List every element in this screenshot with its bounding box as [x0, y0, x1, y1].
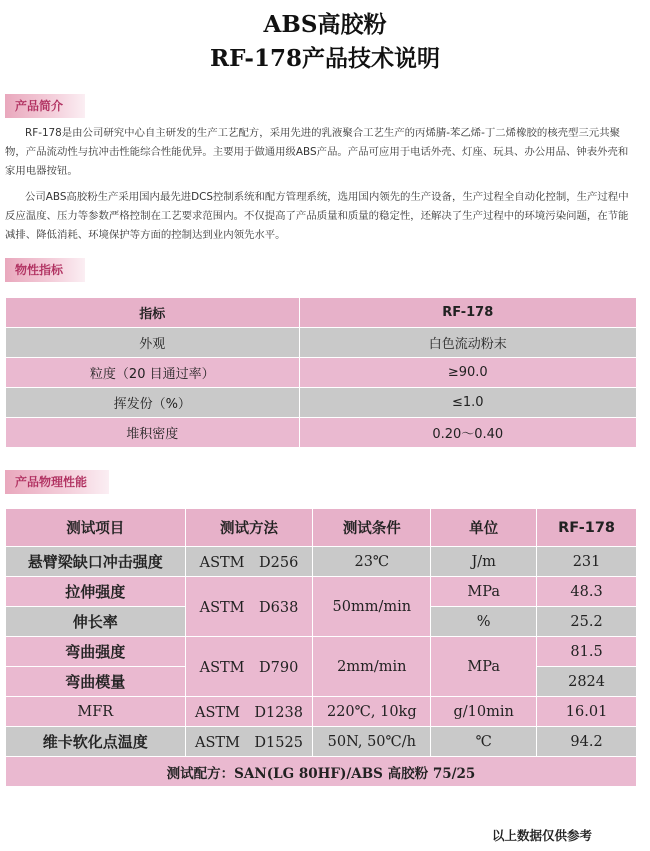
props-row-label: 外观: [6, 328, 300, 358]
perf-condition: 220℃, 10kg: [313, 697, 431, 727]
perf-condition: 2mm/min: [313, 637, 431, 697]
doc-title-line2: RF-178产品技术说明: [210, 45, 440, 72]
performance-table: [5, 508, 637, 787]
props-row-value: ≤1.0: [299, 388, 636, 418]
props-row-label: 挥发份（%）: [6, 388, 300, 418]
perf-method: ASTM D256: [185, 547, 313, 577]
doc-title-line1: ABS高胶粉: [263, 11, 387, 38]
perf-item: 弯曲强度: [6, 637, 186, 667]
perf-value: 231: [537, 547, 637, 577]
perf-unit: g/10min: [431, 697, 537, 727]
perf-header-grade: RF-178: [537, 509, 637, 547]
perf-value: 48.3: [537, 577, 637, 607]
props-row-label: 粒度（20 目通过率）: [6, 358, 300, 388]
props-row-value: 0.20～0.40: [299, 418, 636, 448]
perf-value: 16.01: [537, 697, 637, 727]
perf-item: 悬臂梁缺口冲击强度: [6, 547, 186, 577]
perf-test-formula: 测试配方：SAN(LG 80HF)/ABS 高胶粉 75/25: [6, 757, 637, 787]
perf-method: ASTM D1238: [185, 697, 313, 727]
perf-method: ASTM D638: [185, 577, 313, 637]
props-row-label: 堆积密度: [6, 418, 300, 448]
perf-item: 维卡软化点温度: [6, 727, 186, 757]
perf-unit: MPa: [431, 637, 537, 697]
perf-item: 伸长率: [6, 607, 186, 637]
perf-unit: J/m: [431, 547, 537, 577]
perf-unit: ℃: [431, 727, 537, 757]
perf-condition: 50N, 50℃/h: [313, 727, 431, 757]
properties-table: [5, 297, 637, 448]
props-row-value: ≥90.0: [299, 358, 636, 388]
perf-unit: MPa: [431, 577, 537, 607]
intro-paragraph-1: RF-178是由公司研究中心自主研发的生产工艺配方，采用先进的乳液聚合工艺生产的丙烯腈-苯乙烯-丁二烯橡胶的核壳型三元共聚物，产品流动性与抗冲击性能综合性能优异。主要用于做通用级ABS产品。产品可应用于电话外壳、灯座、玩具、办公用品、钟表外壳和家用电器按钮。: [5, 127, 629, 177]
perf-item: 拉伸强度: [6, 577, 186, 607]
props-header-grade: RF-178: [299, 298, 636, 328]
perf-header-method: 测试方法: [185, 509, 313, 547]
props-row-value: 白色流动粉末: [299, 328, 636, 358]
perf-value: 2824: [537, 667, 637, 697]
section-performance-tag: 产品物理性能: [5, 470, 109, 494]
perf-value: 94.2: [537, 727, 637, 757]
perf-method: ASTM D790: [185, 637, 313, 697]
perf-value: 25.2: [537, 607, 637, 637]
perf-condition: 23℃: [313, 547, 431, 577]
perf-header-unit: 单位: [431, 509, 537, 547]
perf-value: 81.5: [537, 637, 637, 667]
props-header-indicator: 指标: [6, 298, 300, 328]
section-intro-tag: 产品简介: [5, 94, 85, 118]
perf-item: 弯曲模量: [6, 667, 186, 697]
intro-paragraph-2: 公司ABS高胶粉生产采用国内最先进DCS控制系统和配方管理系统，选用国内领先的生产设备，生产过程全自动化控制，生产过程中反应温度、压力等参数严格控制在工艺要求范围内。不仅提高了产品质量和质量的稳定性，还解决了生产过程中的环境污染问题，在节能减排、降低消耗、环境保护等方面的控制达到业内领先水平。: [5, 191, 629, 241]
section-properties-tag: 物性指标: [5, 258, 85, 282]
perf-item: MFR: [6, 697, 186, 727]
perf-unit: %: [431, 607, 537, 637]
perf-header-item: 测试项目: [6, 509, 186, 547]
disclaimer-note: 以上数据仅供参考: [491, 828, 592, 843]
perf-header-condition: 测试条件: [313, 509, 431, 547]
perf-method: ASTM D1525: [185, 727, 313, 757]
perf-condition: 50mm/min: [313, 577, 431, 637]
